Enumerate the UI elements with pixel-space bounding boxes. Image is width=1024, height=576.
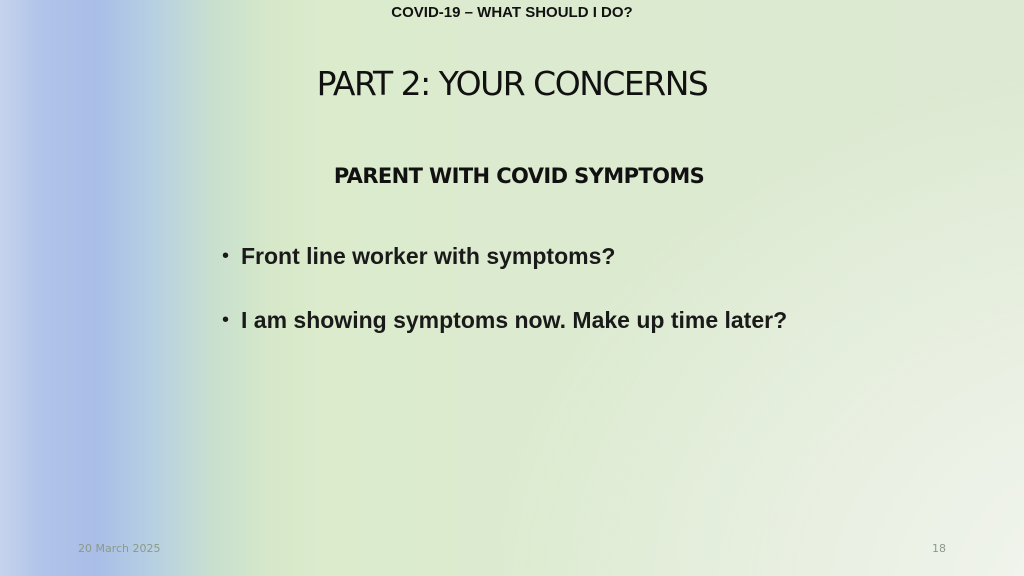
footer-date: 20 March 2025 <box>78 542 161 555</box>
slide-header: COVID-19 – WHAT SHOULD I DO? <box>391 4 633 21</box>
slide-subtitle: PARENT WITH COVID SYMPTOMS <box>333 164 705 188</box>
slide-title: PART 2: YOUR CONCERNS <box>316 64 708 103</box>
bullet-marker: • <box>222 245 230 267</box>
bullet-item <box>222 306 822 334</box>
bullet-list <box>222 242 822 370</box>
bullet-item <box>222 242 822 270</box>
bullet-text: I am showing symptoms now. Make up time later? <box>241 307 788 333</box>
bullet-text: Front line worker with symptoms? <box>241 243 616 269</box>
bullet-marker: • <box>222 309 230 331</box>
slide-number: 18 <box>932 542 946 555</box>
